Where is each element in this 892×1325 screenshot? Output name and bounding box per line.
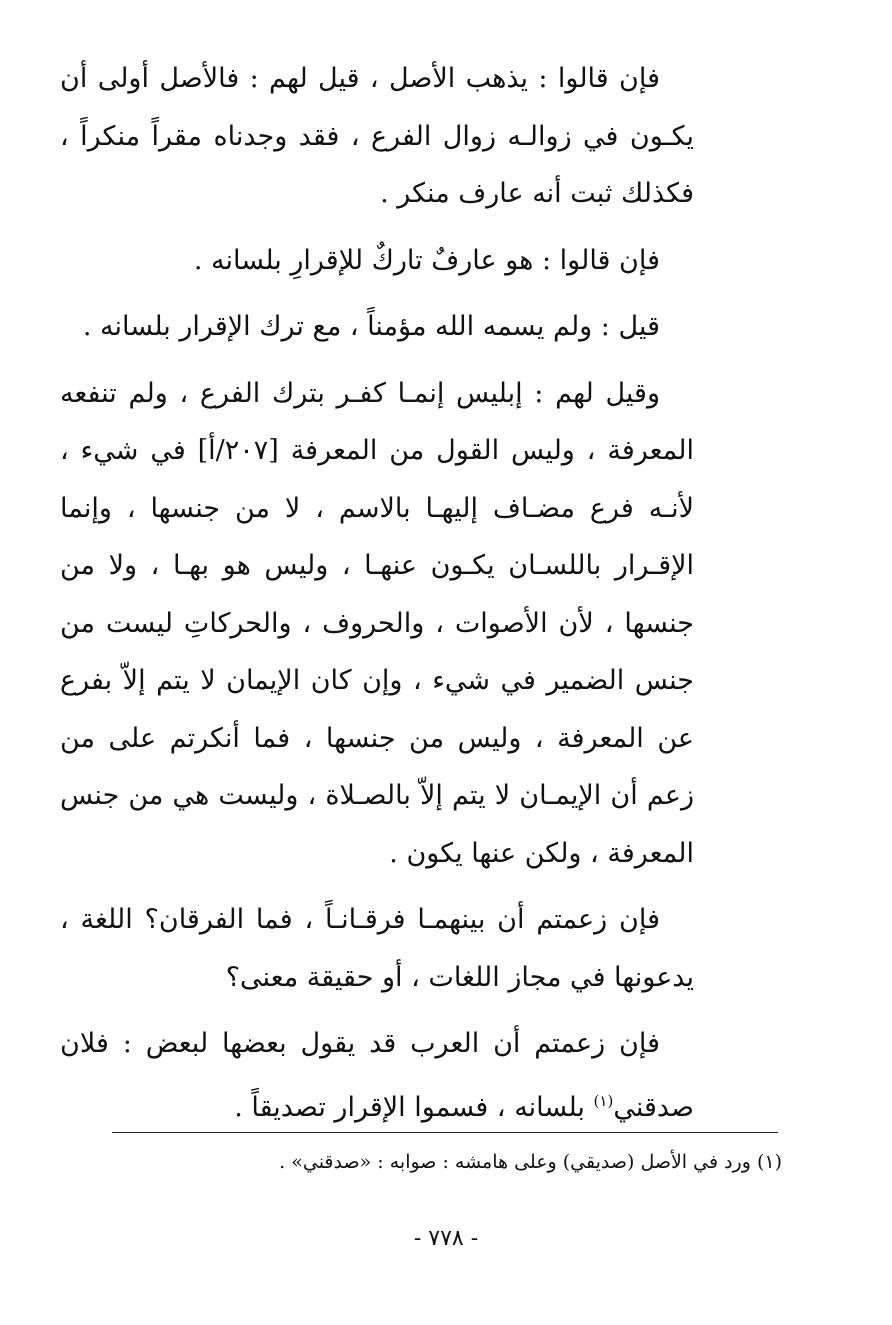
- paragraph-6-text-end: بلسانه ، فسموا الإقرار تصديقاً .: [234, 1091, 594, 1123]
- page-number: - ٧٧٨ -: [413, 1226, 479, 1251]
- paragraph-1: فإن قالوا : يذهب الأصل ، قيل لهم : فالأصل أولى أن يكـون في زوالـه زوال الفرع ، فقد وجدناه مقراً منكراً ، فكذلك ثبت أنه عارف منكر .: [60, 63, 694, 209]
- paragraph-4: وقيل لهم : إبليس إنمـا كفـر بترك الفرع ، ولم تنفعه المعرفة ، وليس القول من المعرفة [٢٠٧/أ] في شيء ، لأنـه فرع مضـاف إليهـا بالاسم ، لا من جنسها ، وإنما الإقـرار باللسـان يكـون عنهـا ، وليس هو بهـا ، ولا من جنسها ، لأن الأصوات ، والحروف ، والحركاتِ ليست من جنس الضمير في شيء ، وإن كان الإيمان لا يتم إلاّ بفرع عن المعرفة ، وليس من جنسها ، فما أنكرتم على من زعم أن الإيمـان لا يتم إلاّ بالصـلاة ، وليست هي من جنس المعرفة ، ولكن عنها يكون .: [60, 377, 694, 869]
- paragraph-5: فإن زعمتم أن بينهمـا فرقـانـاً ، فما الفرقان؟ اللغة ، يدعونها في مجاز اللغات ، أو حقيقة معنى؟: [60, 904, 694, 993]
- footnote-divider: [112, 1132, 778, 1133]
- main-text-block: [60, 50, 694, 1136]
- footnote-reference-mark: (١): [593, 1091, 614, 1110]
- paragraph-6: [60, 1015, 694, 1136]
- paragraph-3: قيل : ولم يسمه الله مؤمناً ، مع ترك الإقرار بلسانه .: [82, 311, 660, 342]
- paragraph-2: فإن قالوا : هو عارفٌ تاركٌ للإقرارِ بلسانه .: [193, 244, 660, 276]
- paragraph-6-text: فإن زعمتم أن العرب قد يقول بعضها لبعض : فلان صدقني: [60, 1028, 694, 1123]
- footnote: (١) ورد في الأصل (صديقي) وعلى هامشه : صوابه : «صدقني» .: [279, 1151, 782, 1173]
